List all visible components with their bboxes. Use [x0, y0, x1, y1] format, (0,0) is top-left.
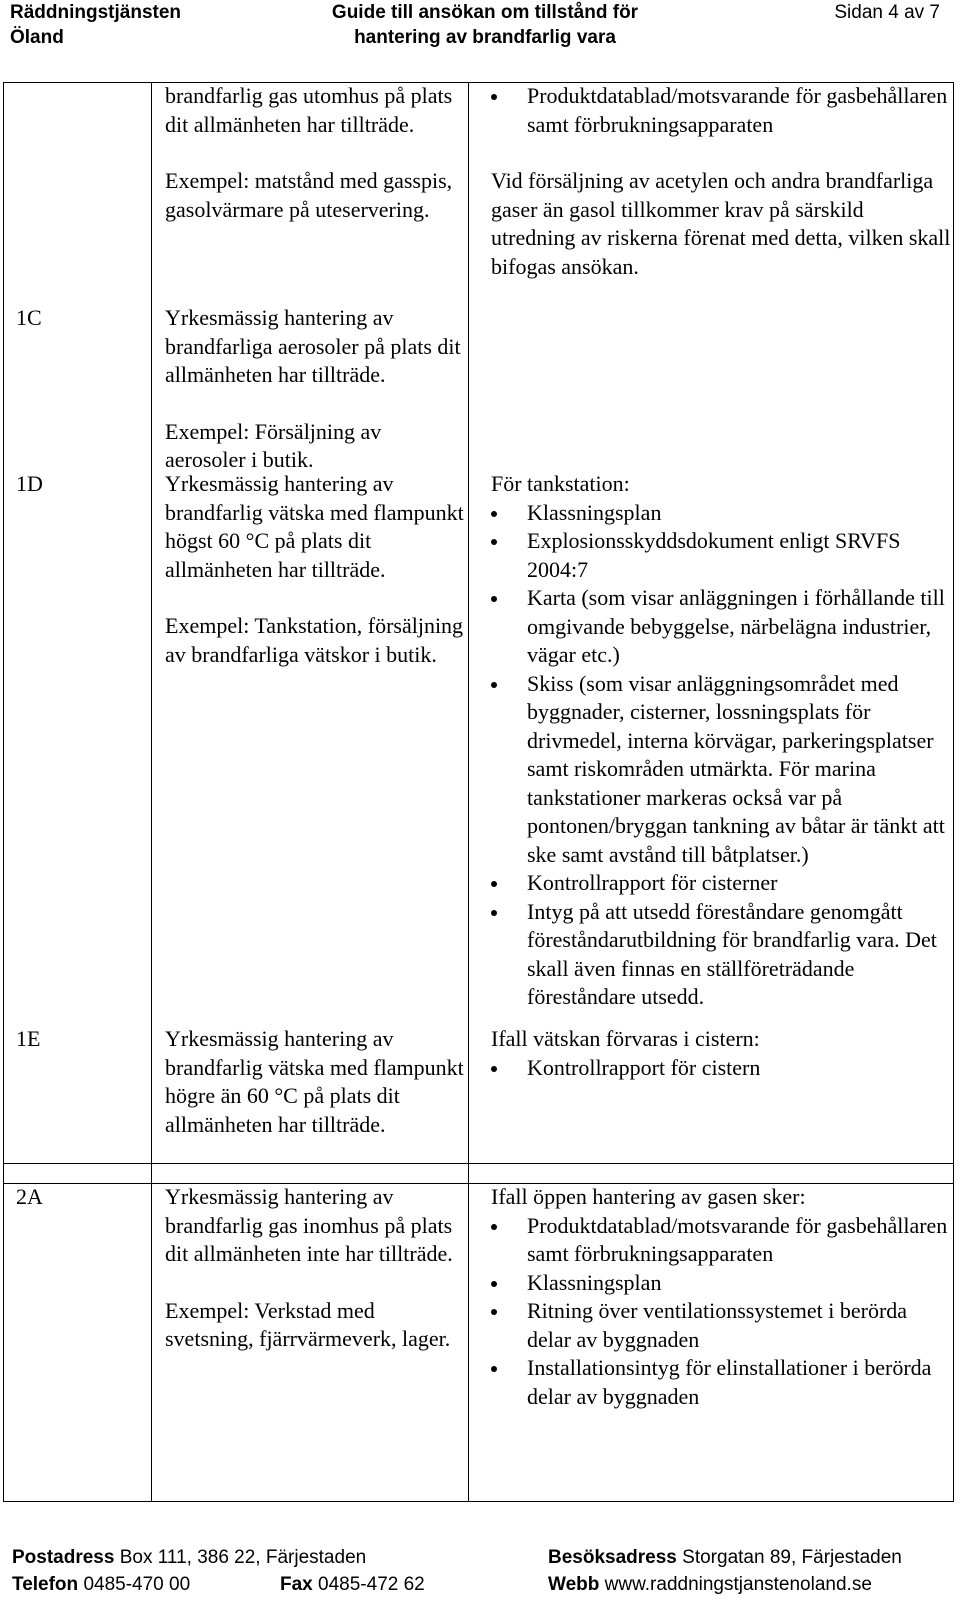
bullet-icon [491, 539, 497, 545]
organization-name [10, 0, 181, 50]
visit-label: Besöksadress [548, 1547, 677, 1568]
page-number: Sidan 4 av 7 [834, 2, 940, 23]
title-line-2: hantering av brandfarlig vara [354, 27, 616, 48]
list-item-text: Klassningsplan [527, 1269, 662, 1295]
postal-address [12, 1545, 366, 1570]
table-row-description [165, 1025, 465, 1139]
bullet-icon [491, 1066, 497, 1072]
table-border-bottom [3, 1501, 954, 1502]
example-text: Exempel: Verkstad med svetsning, fjärrvärmeverk, lager. [165, 1297, 451, 1351]
phone-value: 0485-470 00 [83, 1574, 191, 1595]
example-text: Exempel: Försäljning av aerosoler i butik. [165, 418, 382, 472]
description-text: Yrkesmässig hantering av brandfarlig vätska med flampunkt högst 60 °C på plats dit allmänheten har tillträde. [165, 471, 464, 582]
fax-number [280, 1572, 425, 1597]
document-title [310, 0, 660, 50]
list-item [491, 670, 951, 870]
list-item-text: Intyg på att utsedd föreståndare genomgått föreståndarutbildning för brandfarlig vara. Det skall även finnas en ställföreträdande föreståndare utsedd. [527, 898, 937, 1009]
table-row-requirements [491, 1025, 951, 1082]
requirements-intro: För tankstation: [491, 471, 630, 496]
list-item [491, 1054, 951, 1083]
list-item-text: Installationsintyg för elinstallationer i berörda delar av byggnaden [527, 1355, 932, 1409]
table-row-description [165, 304, 465, 475]
table-column-divider-2 [468, 82, 469, 1502]
requirements-note: Vid försäljning av acetylen och andra brandfarliga gaser än gasol tillkommer krav på särskild utredning av riskerna förenat med detta, vilken skall bifogas ansökan. [491, 168, 951, 279]
list-item-text: Skiss (som visar anläggningsområdet med byggnader, cisterner, lossningsplats för drivmedel, interna körvägar, parkeringsplatser samt riskområden utmärkta. För marina tankstationer markeras också var på pontonen/bryggan tankning av båtar är tänkt att ske samt avstånd till båtplatser.) [527, 670, 945, 867]
phone-number [12, 1572, 190, 1597]
visit-value: Storgatan 89, Färjestaden [682, 1547, 902, 1568]
requirements-list [491, 499, 951, 1012]
list-item [491, 527, 951, 584]
requirements-list [491, 82, 951, 139]
list-item [491, 898, 951, 1012]
example-text: Exempel: Tankstation, försäljning av brandfarliga vätskor i butik. [165, 613, 464, 667]
list-item [491, 584, 951, 670]
example-text: Exempel: matstånd med gasspis, gasolvärmare på uteservering. [165, 168, 453, 222]
list-item-text: Ritning över ventilationssystemet i berörda delar av byggnaden [527, 1298, 908, 1352]
postal-label: Postadress [12, 1547, 115, 1568]
bullet-icon [491, 1309, 497, 1315]
org-line-2: Öland [10, 27, 64, 48]
requirements-list [491, 1212, 951, 1412]
requirements-intro: Ifall vätskan förvaras i cistern: [491, 1026, 760, 1051]
requirements-list [491, 1054, 951, 1083]
title-line-1: Guide till ansökan om tillstånd för [331, 2, 639, 23]
table-row-description [165, 82, 465, 224]
requirements-intro: Ifall öppen hantering av gasen sker: [491, 1184, 806, 1209]
list-item-text: Explosionsskyddsdokument enligt SRVFS 2004:7 [527, 528, 901, 582]
org-line-1: Räddningstjänsten [10, 2, 182, 23]
bullet-icon [491, 596, 497, 602]
list-item-text: Karta (som visar anläggningen i förhållande till omgivande bebyggelse, närbelägna industrier, vägar etc.) [527, 585, 945, 667]
web-value: www.raddningstjanstenoland.se [604, 1574, 872, 1595]
table-border-left [3, 82, 4, 1502]
bullet-icon [491, 94, 497, 100]
description-text: Yrkesmässig hantering av brandfarlig vätska med flampunkt högre än 60 °C på plats dit allmänheten har tillträde. [165, 1026, 464, 1137]
page-header [0, 0, 960, 56]
list-item [491, 1269, 951, 1298]
bullet-icon [491, 1366, 497, 1372]
bullet-icon [491, 511, 497, 517]
bullet-icon [491, 1224, 497, 1230]
row-code: 2A [16, 1184, 43, 1209]
bullet-icon [491, 1281, 497, 1287]
bullet-icon [491, 910, 497, 916]
list-item-text: Produktdatablad/motsvarande för gasbehållaren samt förbrukningsapparaten [527, 83, 948, 137]
table-row-description [165, 1183, 465, 1354]
list-item [491, 869, 951, 898]
list-item-text: Klassningsplan [527, 499, 662, 525]
list-item-text: Kontrollrapport för cistern [527, 1054, 761, 1080]
web-label: Webb [548, 1574, 600, 1595]
table-row-divider [3, 1163, 954, 1164]
list-item-text: Kontrollrapport för cisterner [527, 870, 778, 895]
bullet-icon [491, 682, 497, 688]
list-item [491, 499, 951, 528]
phone-label: Telefon [12, 1574, 79, 1595]
description-text: Yrkesmässig hantering av brandfarlig gas inomhus på plats dit allmänheten inte har tillträde. [165, 1184, 453, 1266]
visit-address [548, 1545, 902, 1570]
requirements-table [3, 82, 954, 1502]
table-row-requirements [491, 82, 951, 281]
row-code: 1D [16, 471, 43, 496]
list-item [491, 82, 951, 139]
list-item [491, 1354, 951, 1411]
fax-value: 0485-472 62 [318, 1574, 425, 1595]
description-text: Yrkesmässig hantering av brandfarliga aerosoler på plats dit allmänheten har tillträde. [165, 305, 461, 387]
table-column-divider-1 [151, 82, 152, 1502]
page-footer [0, 1545, 960, 1605]
table-row-requirements [491, 470, 951, 1012]
table-row-requirements [491, 1183, 951, 1411]
table-row-description [165, 470, 465, 669]
list-item [491, 1212, 951, 1269]
row-code: 1E [16, 1026, 41, 1051]
bullet-icon [491, 881, 497, 887]
row-code: 1C [16, 305, 42, 330]
description-text: brandfarlig gas utomhus på plats dit allmänheten har tillträde. [165, 83, 453, 137]
fax-label: Fax [280, 1574, 313, 1595]
website [548, 1572, 872, 1597]
table-border-right [953, 82, 954, 1502]
list-item-text: Produktdatablad/motsvarande för gasbehållaren samt förbrukningsapparaten [527, 1212, 948, 1266]
list-item [491, 1297, 951, 1354]
postal-value: Box 111, 386 22, Färjestaden [119, 1547, 367, 1568]
